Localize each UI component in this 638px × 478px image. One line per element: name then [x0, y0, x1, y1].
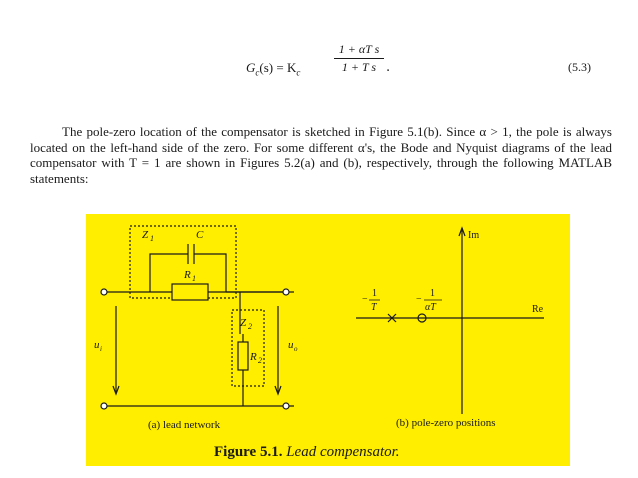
- network-caption: (a) lead network: [148, 419, 221, 431]
- uo-label: u: [288, 339, 294, 351]
- r2-sub: 2: [258, 356, 262, 365]
- r1-label: R: [184, 269, 191, 281]
- uo-sub: o: [294, 345, 298, 353]
- pz-caption: (b) pole-zero positions: [396, 417, 496, 429]
- equation-lhs: [246, 60, 300, 78]
- uo-bottom-terminal: [283, 403, 289, 409]
- ui-top-terminal: [101, 289, 107, 295]
- caption-text: Lead compensator.: [286, 444, 400, 460]
- eq-period: .: [386, 60, 391, 75]
- z1-sub: 1: [150, 234, 154, 243]
- c-label: C: [196, 229, 204, 241]
- pole-den: T: [371, 302, 377, 313]
- eq-numerator: 1 + αT s: [334, 42, 384, 59]
- eq-denominator: 1 + T s: [341, 60, 377, 74]
- pole-sign: −: [362, 294, 368, 305]
- r1-sub: 1: [192, 274, 196, 283]
- z2-label: Z: [240, 317, 247, 329]
- r1-body: [172, 284, 208, 300]
- ui-sub: i: [100, 345, 102, 353]
- figure-5-1: [86, 214, 570, 466]
- figure-caption: [214, 444, 400, 461]
- r2-label: R: [250, 351, 257, 363]
- z1-label: Z: [142, 229, 149, 241]
- r2-body: [238, 342, 248, 370]
- zero-num: 1: [430, 288, 435, 299]
- body-paragraph: [30, 124, 612, 186]
- ui-bottom-terminal: [101, 403, 107, 409]
- caption-number: Figure 5.1.: [214, 444, 283, 460]
- zero-sign: −: [416, 294, 422, 305]
- eq-arg: (s) = K: [259, 60, 297, 75]
- eq-g: G: [246, 60, 256, 75]
- im-label: Im: [468, 230, 480, 241]
- re-label: Re: [532, 304, 544, 315]
- ui-label: u: [94, 339, 100, 351]
- equation-number: (5.3): [568, 60, 591, 74]
- eq-g-sub: c: [255, 67, 260, 78]
- zero-den: αT: [425, 302, 436, 313]
- paragraph-text: The pole-zero location of the compensator is sketched in Figure 5.1(b). Since α > 1, the pole is always located on the left-hand side of the zero. For some different α's, the Bode and Nyquist diagrams of the lead compensator with T = 1 are shown in Figures 5.2(a) and (b), respectively, through the following MATLAB statements:: [30, 124, 612, 186]
- figure-drawing: [86, 214, 570, 466]
- uo-top-terminal: [283, 289, 289, 295]
- pole-num: 1: [372, 288, 377, 299]
- equation-fraction: [334, 42, 384, 75]
- z2-sub: 2: [248, 322, 252, 331]
- eq-k-sub: c: [296, 67, 301, 78]
